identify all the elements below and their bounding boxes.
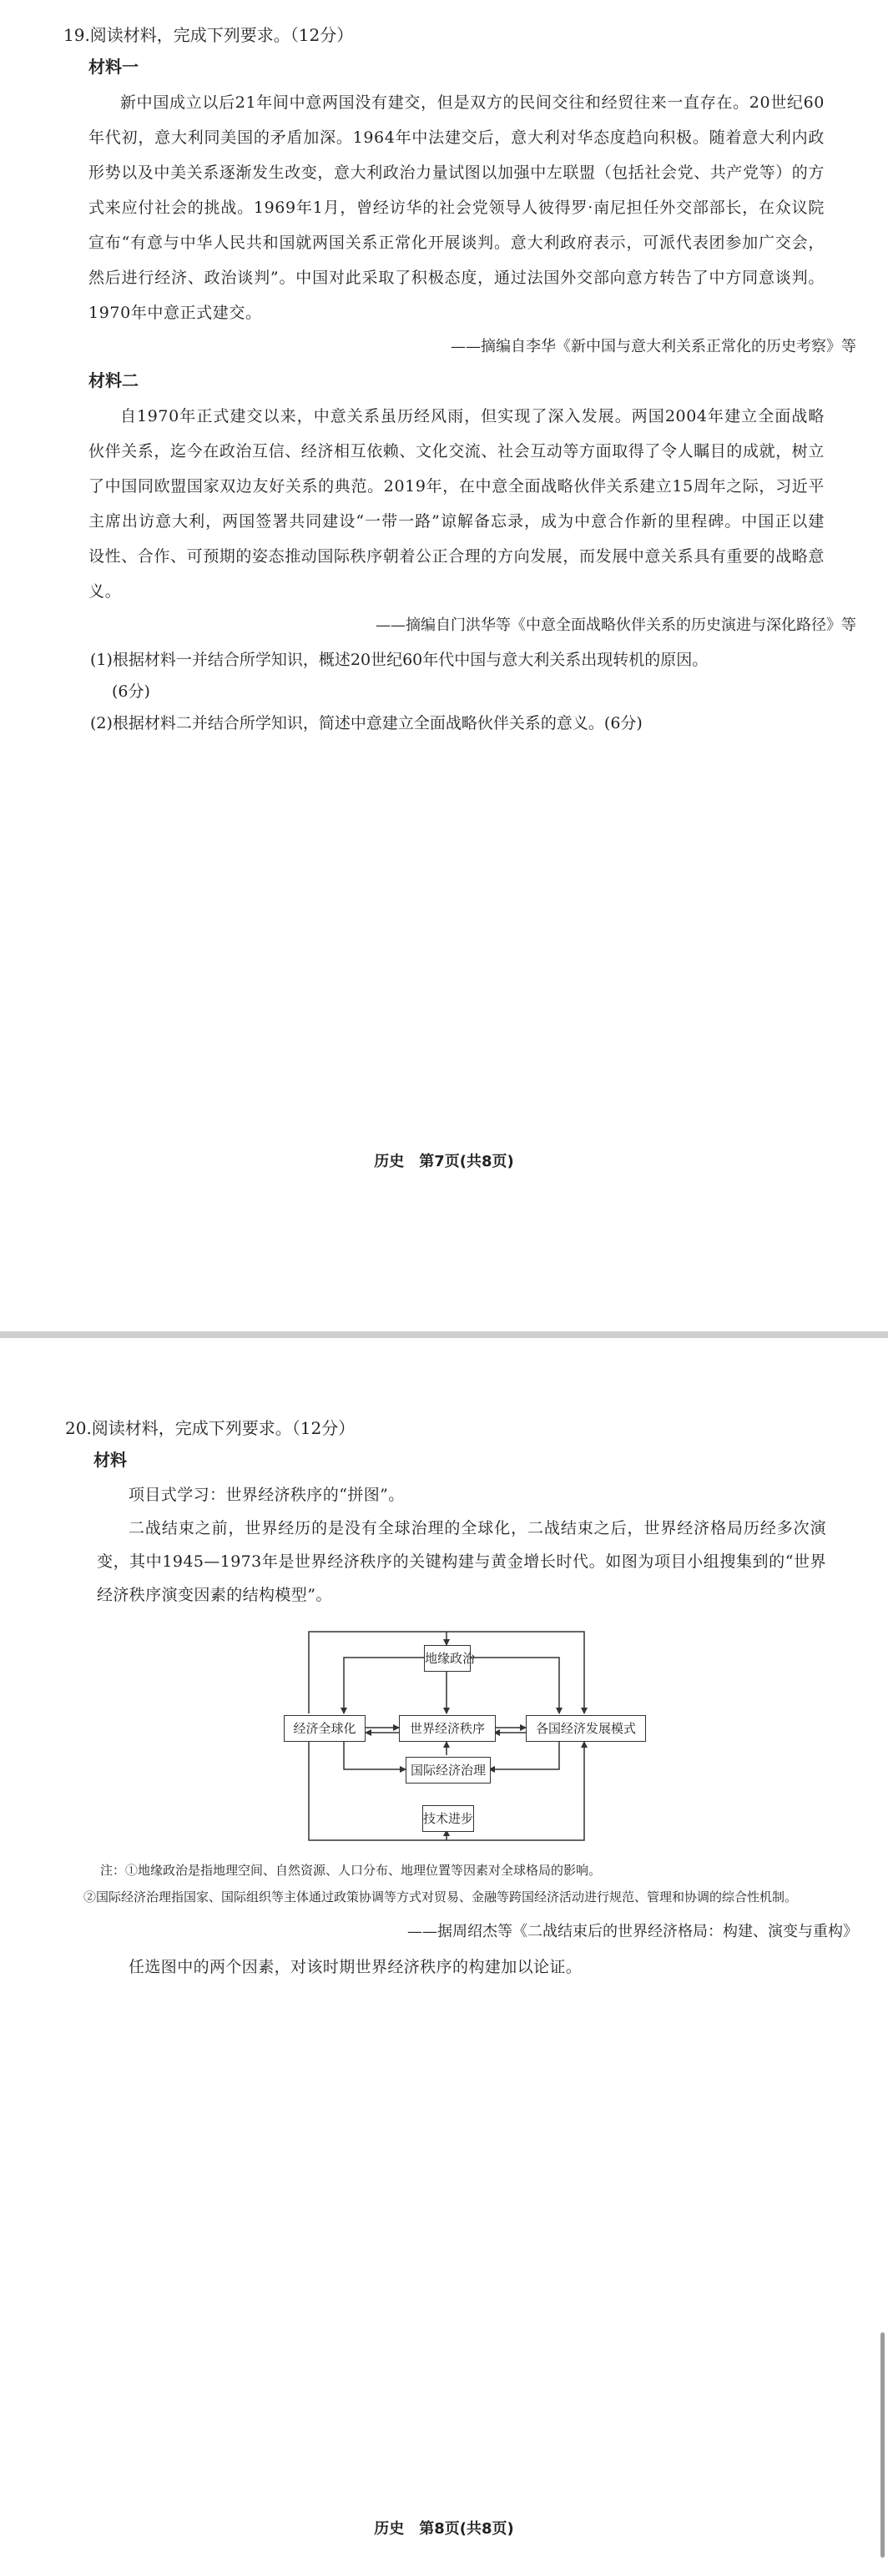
material-title: 材料: [93, 1450, 127, 1470]
sub-question-1-points: (6分): [112, 682, 150, 701]
material-1-source: ——摘编自李华《新中国与意大利关系正常化的历史考察》等: [451, 338, 856, 355]
page-divider: [0, 1331, 888, 1338]
node-economic-globalization: 经济全球化: [284, 1715, 366, 1742]
node-world-economic-order: 世界经济秩序: [399, 1715, 496, 1742]
question-19-header: 19.阅读材料，完成下列要求。（12分）: [63, 25, 354, 45]
question-19: [63, 22, 856, 739]
question-20-header: 20.阅读材料，完成下列要求。（12分）: [65, 1418, 356, 1438]
page-footer-8: 历史 第8页(共8页): [374, 2520, 514, 2538]
sub-question-1: (1)根据材料一并结合所学知识，概述20世纪60年代中国与意大利关系出现转机的原因。: [90, 651, 709, 669]
node-national-development-models: 各国经济发展模式: [526, 1715, 646, 1742]
material-text: 二战结束之前，世界经历的是没有全球治理的全球化，二战结束之后，世界经济格局历经多次演变，其中1945—1973年是世界经济秩序的关键构建与黄金增长时代。如图为项目小组搜集到的“世界经济秩序演变因素的结构模型”。: [97, 1519, 826, 1604]
project-intro: 项目式学习：世界经济秩序的“拼图”。: [129, 1486, 405, 1504]
diagram-note-2: ②国际经济治理指国家、国际组织等主体通过政策协调等方式对贸易、金融等跨国经济活动进行规范、管理和协调的综合性机制。: [83, 1889, 798, 1904]
material-1-title: 材料一: [88, 57, 139, 77]
sub-question-2: (2)根据材料二并结合所学知识，简述中意建立全面战略伙伴关系的意义。(6分): [90, 714, 643, 732]
scrollbar-thumb[interactable]: [880, 2332, 885, 2558]
node-geopolitics: 地缘政治: [424, 1645, 471, 1672]
material-2-title: 材料二: [88, 370, 139, 390]
structure-model-diagram: [275, 1623, 659, 1849]
page-footer-7: 历史 第7页(共8页): [374, 1153, 514, 1170]
question-20-task: 任选图中的两个因素，对该时期世界经济秩序的构建加以论证。: [129, 1958, 583, 1976]
material-2-source: ——摘编自门洪华等《中意全面战略伙伴关系的历史演进与深化路径》等: [376, 616, 856, 634]
question-20: [65, 1415, 858, 1984]
exam-page-8: [0, 1338, 888, 2576]
diagram-note-1: 注：①地缘政治是指地理空间、自然资源、人口分布、地理位置等因素对全球格局的影响。: [100, 1863, 602, 1878]
node-international-economic-governance: 国际经济治理: [406, 1757, 491, 1784]
material-2-text: 自1970年正式建交以来，中意关系虽历经风雨，但实现了深入发展。两国2004年建立全面战略伙伴关系，迄今在政治互信、经济相互依赖、文化交流、社会互动等方面取得了令人瞩目的成就，树立了中国同欧盟国家双边友好关系的典范。2019年，在中意全面战略伙伴关系建立15周年之际，习近平主席出访意大利，两国签署共同建设“一带一路”谅解备忘录，成为中意合作新的里程碑。中国正以建设性、合作、可预期的姿态推动国际秩序朝着公正合理的方向发展，而发展中意关系具有重要的战略意义。: [88, 407, 825, 601]
material-source: ——据周绍杰等《二战结束后的世界经济格局：构建、演变与重构》: [407, 1923, 858, 1940]
node-technological-progress: 技术进步: [422, 1805, 474, 1832]
material-1-text: 新中国成立以后21年间中意两国没有建交，但是双方的民间交往和经贸往来一直存在。20世纪60年代初，意大利同美国的矛盾加深。1964年中法建交后，意大利对华态度趋向积极。随着意大利内政形势以及中美关系逐渐发生改变，意大利政治力量试图以加强中左联盟（包括社会党、共产党等）的方式来应付社会的挑战。1969年1月，曾经访华的社会党领导人彼得罗·南尼担任外交部部长，在众议院宣布“有意与中华人民共和国就两国关系正常化开展谈判。意大利政府表示，可派代表团参加广交会，然后进行经济、政治谈判”。中国对此采取了积极态度，通过法国外交部向意方转告了中方同意谈判。1970年中意正式建交。: [88, 93, 825, 322]
